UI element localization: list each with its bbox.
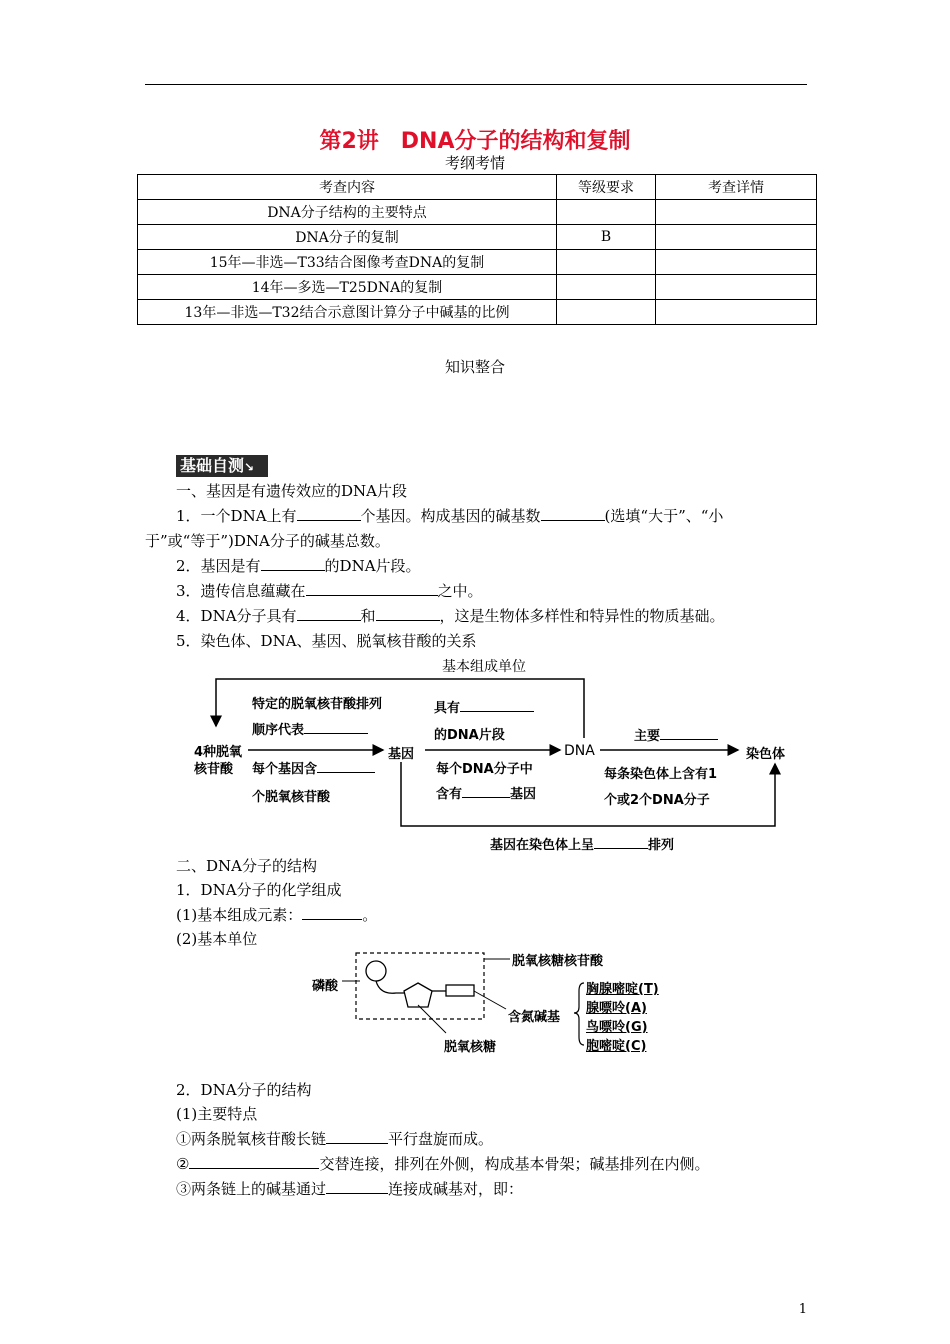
brace-icon [574,983,584,1045]
q4-text: 4．DNA分子具有 [176,607,297,625]
answer-blank[interactable] [297,506,361,521]
subtitle: 考纲考情 [444,154,505,172]
table-cell [656,200,817,225]
label-text: 具有 [434,701,461,716]
table-header: 考查内容 [138,175,557,200]
answer-blank[interactable] [376,606,440,621]
answer-blank[interactable] [326,1129,388,1144]
base-thymine: 胸腺嘧啶(T) [586,982,659,997]
base-guanine: 鸟嘌呤(G) [586,1020,648,1035]
question-2 [176,556,846,576]
part2-heading: 二、DNA分子的结构 [176,857,317,875]
answer-blank[interactable] [304,719,368,734]
label-phosphate: 磷酸 [312,979,339,994]
label-chrom-2: 个或2个DNA分子 [604,793,710,808]
answer-blank[interactable] [460,697,534,712]
item-1 [176,1129,846,1149]
table-cell: B [557,225,656,250]
table-cell [656,250,817,275]
table-cell: 14年—多选—T25DNA的复制 [138,275,557,300]
part2-s1-2: (2)基本单位 [176,930,258,948]
part2-s1: 1．DNA分子的化学组成 [176,881,342,899]
label-text: 顺序代表 [252,723,305,738]
sugar-pentagon [404,983,432,1007]
table-cell [656,225,817,250]
table-cell: DNA分子的复制 [138,225,557,250]
table-row [138,275,817,300]
label-per-dna-1: 每个DNA分子中 [436,762,533,777]
base-rectangle [446,985,474,996]
label-bottom [490,834,674,853]
phosphate-circle [366,961,386,981]
item-text: 连接成碱基对，即： [388,1180,524,1198]
node-chromosome: 染色体 [746,747,786,762]
section-title: 知识整合 [444,358,505,376]
answer-blank[interactable] [306,581,438,596]
node-nucleotide-1: 4种脱氧 [194,745,243,760]
arrow-icon: ↘ [244,460,255,474]
header-rule [145,84,807,85]
part3-s2: 2．DNA分子的结构 [176,1081,312,1099]
q4-text: ，这是生物体多样性和特异性的物质基础。 [439,607,725,625]
base-cytosine: 胞嘧啶(C) [586,1039,647,1054]
node-dna: DNA [564,743,595,759]
table-cell [656,275,817,300]
nucleotide-dashed-box [356,953,484,1019]
base-adenine: 腺嘌呤(A) [586,1001,647,1016]
q2-text: 的DNA片段。 [324,557,421,575]
q1-text: 1．一个DNA上有 [176,507,297,525]
question-1-cont: 于”或“等于”)DNA分子的碱基总数。 [145,532,390,550]
answer-blank[interactable] [594,834,648,849]
item-text: ①两条脱氧核苷酸长链 [176,1130,327,1148]
label-text: 每个基因含 [252,762,318,777]
table-header: 考查详情 [656,175,817,200]
label-per-dna-2 [436,783,536,802]
item-text: 交替连接，排列在外侧，构成基本骨架；碱基排列在内侧。 [319,1155,710,1173]
table-row [138,225,817,250]
answer-blank[interactable] [660,725,718,740]
question-4 [176,606,846,626]
label-main [634,725,718,744]
table-cell [557,200,656,225]
table-cell [656,300,817,325]
self-test-badge [176,455,268,477]
q1-text: (选填“大于”、“小 [604,507,724,525]
table-row [138,250,817,275]
q3-text: 3．遗传信息蕴藏在 [176,582,306,600]
answer-blank[interactable] [261,556,325,571]
table-cell [557,300,656,325]
answer-blank[interactable] [317,758,375,773]
label-nucleotide: 脱氧核糖核苷酸 [512,954,604,969]
question-5: 5．染色体、DNA、基因、脱氧核苷酸的关系 [176,632,477,650]
node-gene: 基因 [388,747,415,762]
answer-blank[interactable] [297,606,361,621]
table-cell: 13年—非选—T32结合示意图计算分子中碱基的比例 [138,300,557,325]
table-row [138,300,817,325]
answer-blank[interactable] [302,905,362,920]
answer-blank[interactable] [541,506,605,521]
table-cell [557,275,656,300]
answer-blank[interactable] [462,783,510,798]
label-text: 基因在染色体上呈 [490,838,595,853]
label-sugar: 脱氧核糖 [444,1040,497,1055]
s1-1-text: 。 [362,906,378,924]
q2-text: 2．基因是有 [176,557,261,575]
item-3 [176,1179,846,1199]
leader-line [474,991,506,1009]
item-2 [176,1154,846,1174]
table-row [138,200,817,225]
q4-text: 和 [360,607,376,625]
s1-1-text: (1)基本组成元素： [176,906,303,924]
table-header-row [138,175,817,200]
item-text: ② [176,1155,190,1173]
q1-text: 个基因。构成基因的碱基数 [360,507,541,525]
label-sequence-2 [252,719,368,738]
label-chrom-1: 每条染色体上含有1 [604,767,718,782]
label-base: 含氮碱基 [508,1010,561,1025]
label-text: 基因 [510,787,537,802]
question-3 [176,581,846,601]
label-has-2: 的DNA片段 [434,728,505,743]
part2-s1-1 [176,905,846,925]
item-text: 平行盘旋而成。 [388,1130,494,1148]
phosphate-bond [376,981,404,993]
table-cell: 15年—非选—T33结合图像考查DNA的复制 [138,250,557,275]
requirements-table [137,174,817,325]
label-text: 排列 [648,838,675,853]
label-contain-1 [252,758,375,777]
table-header: 等级要求 [557,175,656,200]
label-has-1 [434,697,534,716]
label-sequence-1: 特定的脱氧核苷酸排列 [252,697,383,712]
node-nucleotide-2: 核苷酸 [194,762,234,777]
part3-s2-1: (1)主要特点 [176,1105,258,1123]
label-text: 含有 [436,787,463,802]
page-number: 1 [798,1302,807,1317]
part1-heading: 一、基因是有遗传效应的DNA片段 [176,482,407,500]
table-cell [557,250,656,275]
diagram1-top-label: 基本组成单位 [442,659,526,675]
answer-blank[interactable] [189,1154,319,1169]
question-1 [176,506,846,526]
page-title: 第2讲 DNA分子的结构和复制 [319,129,631,154]
label-contain-2: 个脱氧核苷酸 [252,790,331,805]
table-cell: DNA分子结构的主要特点 [138,200,557,225]
q3-text: 之中。 [437,582,483,600]
item-text: ③两条链上的碱基通过 [176,1180,327,1198]
answer-blank[interactable] [326,1179,388,1194]
badge-label: 基础自测 [180,456,245,475]
label-text: 主要 [634,729,661,744]
